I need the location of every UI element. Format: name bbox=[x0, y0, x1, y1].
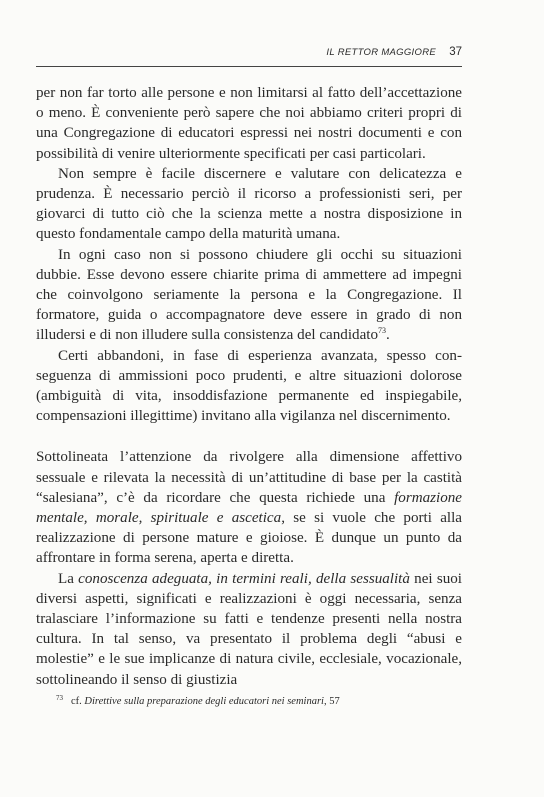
running-head: IL RETTOR MAGGIORE bbox=[326, 47, 436, 58]
header-rule bbox=[36, 66, 462, 67]
paragraph-6-emphasis: conoscenza adeguata, in termini reali, della sessualità bbox=[78, 570, 410, 587]
paragraph-2: Non sempre è facile discernere e valutare con delicatezza e prudenza. È necessario perciò il ricorso a professionisti seri, per giovarci di tutto ciò che la scienza mette a nostra disposizione in questo fondamentale campo della maturità umana. bbox=[36, 165, 462, 243]
paragraph-3-text: In ogni caso non si possono chiudere gli occhi su situazioni dubbie. Esse devono essere chiarite prima di ammettere ad impegni che coinvolgono seriamente la persona e la Congregazione. Il formatore, guida o accompagnatore deve essere in grado di non illudersi e di non illudere sulla consistenza del candidato bbox=[36, 246, 462, 344]
footnote-suffix: , 57 bbox=[323, 696, 340, 707]
body-text bbox=[36, 83, 462, 690]
footnote-reference: 73 bbox=[378, 326, 387, 336]
paragraph-6 bbox=[36, 569, 462, 690]
footnote-title: Direttive sulla preparazione degli educatori nei seminari bbox=[84, 696, 324, 707]
paragraph-5-text-a: Sottolineata l’attenzione da rivolgere alla dimensione affettivo sessuale e rilevata la necessità di un’attitudine di base per la castità “salesiana”, c’è da ricordare che questa richiede una bbox=[36, 449, 462, 506]
paragraph-4: Certi abbandoni, in fase di esperienza avanzata, spesso conseguenza di ammissioni poco prudenti, e altre situazioni dolorose (ambiguità di vita, insoddisfazione permanente ed inspiegabile, compensazioni illegittime) invitano alla vigilanza nel discernimento. bbox=[36, 347, 462, 425]
paragraph-5-text-b: , se si vuole che porti alla realizzazione di persone mature e gioiose. È dunque un punto da affrontare in forma serena, aperta e diretta. bbox=[36, 510, 462, 567]
paragraph-6-text-b: nei suoi diversi aspetti, significati e realizzazioni è oggi necessaria, senza tralasciare l’informazione su fatti e tendenze presenti nella nostra cultura. In tal senso, va presentato il problema degli “abusi e molestie” e le sue implicanze di natura civile, ecclesiale, vocazionale, sottolineando il senso di giustizia bbox=[36, 570, 463, 688]
page-header bbox=[36, 47, 462, 63]
paragraph-1: per non far torto alle persone e non limitarsi al fatto dell’accettazione o meno. È conveniente però sapere che noi abbiamo criteri propri di una Congregazione di educatori espressi nei nostri documenti e con possibilità di venire ulteriormente specificati per casi particolari. bbox=[36, 85, 462, 162]
footnote bbox=[56, 691, 462, 709]
paragraph-3: In ogni caso non si possono chiudere gli occhi su situazioni dubbie. Esse devono essere chiarite prima di ammettere ad impegni che coinvolgono seriamente la persona e la Congregazione. Il formatore, guida o accompagnatore deve essere in grado di non illudersi e di non illudere sulla consistenza del candidato$^{73}$. bbox=[36, 246, 462, 344]
footnote-mark: 73 bbox=[56, 694, 63, 702]
paragraph-6-text-a: La bbox=[58, 570, 79, 587]
paragraph-5 bbox=[36, 447, 462, 568]
footnote-prefix: cf. bbox=[71, 696, 85, 707]
paragraph-5-emphasis: formazione mentale, morale, spirituale e ascetica bbox=[36, 489, 462, 527]
page-number: 37 bbox=[449, 46, 462, 58]
